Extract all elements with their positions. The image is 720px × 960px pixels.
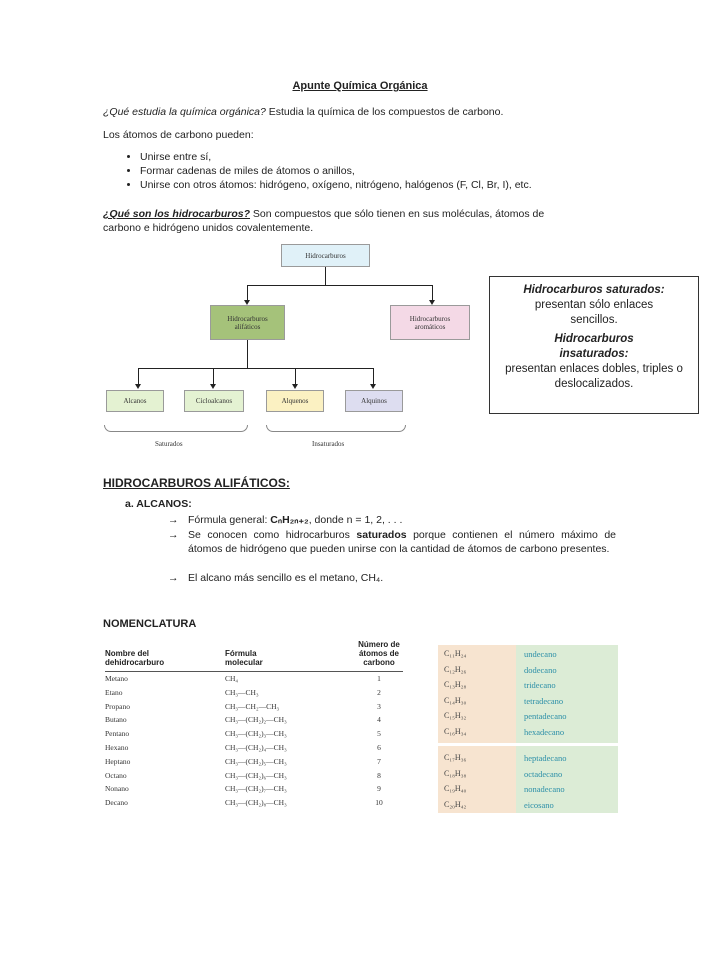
table-row — [105, 782, 403, 796]
table-cell: CH₃—(CH₂)₆—CH₃ — [225, 770, 287, 780]
intro-question: ¿Qué estudia la química orgánica? — [103, 106, 266, 118]
table-cell: Pentano — [105, 729, 130, 739]
formula-cell: C₂₀H₄₂ — [444, 799, 467, 809]
arrow-right-icon: → — [168, 514, 179, 526]
name-cell: octadecano — [524, 768, 563, 779]
table-cell: Heptano — [105, 756, 131, 766]
connector-line — [432, 285, 433, 301]
table-row — [105, 796, 403, 810]
metano-text: El alcano más sencillo es el metano, CH₄. — [188, 572, 384, 584]
formula-cell: C₁₁H₂₄ — [444, 649, 467, 658]
diagram-node-alcanos: Alcanos — [106, 390, 164, 412]
table-cell: 3 — [377, 701, 381, 711]
formula-pre: Fórmula general: — [188, 514, 271, 526]
intro-answer: Estudia la química de los compuestos de carbono. — [265, 106, 504, 118]
hidrocarburos-question: ¿Qué son los hidrocarburos? — [103, 208, 251, 220]
page-title: Apunte Química Orgánica — [292, 80, 428, 92]
name-cell: nonadecano — [524, 784, 565, 794]
name-cell: heptadecano — [524, 753, 567, 763]
formula-cell: C₁₆H₃₄ — [444, 726, 467, 736]
bullet-item: • Unirse con otros átomos: hidrógeno, oxígeno, nitrógeno, halógenos (F, Cl, Br, I), etc. — [140, 178, 532, 192]
table-cell: CH₃—(CH₂)₂—CH₃ — [225, 715, 287, 725]
carbon-bullets — [120, 150, 532, 192]
saturados-pre: Se conocen como hidrocarburos — [188, 529, 357, 541]
formula-cell: C₁₄H₃₀ — [444, 695, 467, 705]
table-cell: Octano — [105, 770, 127, 780]
table-row — [105, 672, 403, 686]
name-cell: pentadecano — [524, 711, 567, 721]
name-cell: dodecano — [524, 664, 557, 675]
table-cell: Hexano — [105, 742, 129, 752]
table-cell: 2 — [377, 687, 381, 697]
table-row — [105, 755, 403, 769]
table-cell: CH₃—(CH₂)₅—CH₃ — [225, 756, 287, 766]
brace-saturados — [104, 425, 248, 432]
connector-line — [295, 368, 296, 385]
label-insaturados: Insaturados — [312, 440, 345, 448]
arrow-down-icon — [135, 384, 141, 389]
table-row — [105, 727, 403, 741]
alcanos-formula-item — [168, 513, 618, 527]
diagram-node-alquinos: Alquinos — [345, 390, 403, 412]
name-cell: undecano — [524, 649, 557, 659]
intro-line2: Los átomos de carbono pueden: — [103, 129, 254, 141]
table-cell: CH₃—CH₂—CH₃ — [225, 701, 280, 711]
hidrocarburos-answer-1: Son compuestos que sólo tienen en sus moléculas, átomos de — [250, 208, 545, 220]
table-cell: CH₃—CH₃ — [225, 687, 259, 697]
connector-line — [247, 285, 433, 286]
table-row — [105, 713, 403, 727]
diagram-node-aromaticos: Hidrocarburos aromáticos — [390, 305, 470, 340]
bullet-item: • Formar cadenas de miles de átomos o anillos, — [140, 164, 532, 178]
connector-line — [247, 340, 248, 368]
connector-line — [213, 368, 214, 385]
connector-line — [247, 285, 248, 301]
table-cell: Decano — [105, 798, 128, 808]
table-cell: CH₃—(CH₂)₇—CH₃ — [225, 784, 287, 794]
formula-cell: C₁₈H₃₈ — [444, 768, 467, 778]
table-cell: Propano — [105, 701, 130, 711]
arrow-right-icon: → — [168, 572, 179, 584]
table-cell: 6 — [377, 742, 381, 752]
label-saturados: Saturados — [155, 440, 183, 448]
formula-cell: C₁₂H₂₆ — [444, 664, 467, 674]
diagram-node-cicloalcanos: Cicloalcanos — [184, 390, 244, 412]
diagram-node-hidrocarburos: Hidrocarburos — [281, 244, 370, 267]
name-cell: tetradecano — [524, 695, 564, 706]
saturados-title: Hidrocarburos saturados: — [523, 284, 665, 296]
arrow-down-icon — [210, 384, 216, 389]
arrow-right-icon: → — [168, 529, 179, 541]
intro-paragraph — [103, 105, 503, 119]
nomenclatura-heading: NOMENCLATURA — [103, 618, 197, 630]
saturados-bold: saturados — [356, 529, 407, 541]
table-header-row — [105, 640, 403, 672]
connector-line — [138, 368, 374, 369]
table-row — [105, 686, 403, 700]
diagram-node-alifaticos: Hidrocarburos alifáticos — [210, 305, 285, 340]
table-cell: 10 — [375, 798, 383, 808]
name-cell: hexadecano — [524, 726, 565, 737]
table-cell: CH₃—(CH₂)₃—CH₃ — [225, 729, 287, 739]
table-cell: CH₃—(CH₂)₈—CH₃ — [225, 798, 287, 808]
table-row — [105, 700, 403, 714]
diagram-node-alquenos: Alquenos — [266, 390, 324, 412]
alcanos-saturados-item — [168, 528, 618, 570]
insaturados-text: presentan enlaces dobles, triples o deslocalizados. — [505, 363, 683, 390]
formula-cell: C₁₃H₂₈ — [444, 680, 467, 689]
table-cell: CH₃—(CH₂)₄—CH₃ — [225, 742, 287, 752]
table-cell: 8 — [377, 770, 381, 780]
hidrocarburos-definition — [103, 207, 544, 221]
formula-cell: C₁₅H₃₂ — [444, 711, 467, 720]
formula-post: , donde n = 1, 2, . . . — [308, 514, 403, 526]
section-heading: HIDROCARBUROS ALIFÁTICOS: — [103, 476, 290, 490]
table-row — [105, 769, 403, 783]
saturados-text: presentan sólo enlaces sencillos. — [534, 299, 654, 326]
saturation-info-box — [489, 276, 699, 414]
alcanos-label: a. ALCANOS: — [125, 498, 192, 510]
name-cell: eicosano — [524, 799, 554, 810]
table-cell: 5 — [377, 729, 381, 739]
table-cell: 9 — [377, 784, 381, 794]
table-cell: Metano — [105, 674, 128, 683]
column-header: Nombre del dehidrocarburo — [105, 649, 165, 667]
alkane-table — [105, 640, 403, 810]
brace-insaturados — [266, 425, 406, 432]
formula-main: CₙH₂ₙ₊₂ — [270, 514, 309, 526]
alcanos-metano-item — [168, 571, 618, 585]
connector-line — [325, 267, 326, 285]
connector-line — [373, 368, 374, 385]
bullet-item: • Unirse entre sí, — [140, 150, 532, 164]
table-cell: Nonano — [105, 784, 129, 794]
table-cell: 4 — [377, 715, 381, 725]
table-cell: Etano — [105, 687, 123, 697]
arrow-down-icon — [370, 384, 376, 389]
name-cell: tridecano — [524, 680, 556, 690]
connector-line — [138, 368, 139, 385]
column-header: Número de átomos de carbono — [358, 640, 400, 667]
saturados-post: porque contienen el número máximo de átomos de hidrógeno que pueden unirse con la cantidad de átomos de carbono presentes. — [188, 529, 616, 555]
table-cell: 1 — [377, 674, 381, 683]
arrow-down-icon — [292, 384, 298, 389]
formula-cell: C₁₇H₃₆ — [444, 753, 467, 762]
column-header: Fórmula molecular — [225, 649, 263, 667]
hidrocarburos-answer-2: carbono e hidrógeno unidos covalentemente. — [103, 222, 314, 234]
table-row — [105, 741, 403, 755]
insaturados-title: Hidrocarburos insaturados: — [554, 333, 634, 360]
higher-alkanes-table — [438, 645, 618, 813]
table-cell: Butano — [105, 715, 127, 725]
table-cell: CH₄ — [225, 674, 239, 683]
divider — [438, 743, 618, 746]
formula-cell: C₁₉H₄₀ — [444, 784, 467, 793]
table-cell: 7 — [377, 756, 381, 766]
